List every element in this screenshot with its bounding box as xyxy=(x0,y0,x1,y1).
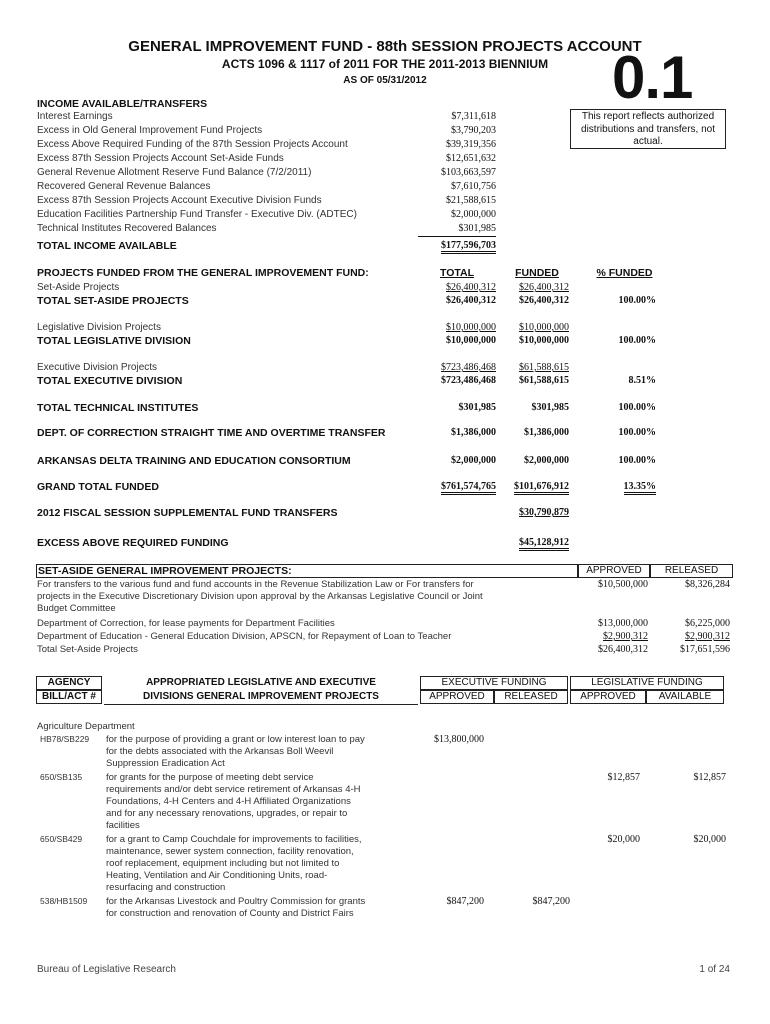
agri-description-line: requirements and/or debt service retirement of Arkansas 4-H xyxy=(106,784,361,795)
setaside-item-3-line1: Department of Education - General Education Division, APSCN, for Repayment of Loan to Teacher xyxy=(37,631,452,642)
setaside-funded: $26,400,312 xyxy=(519,282,569,293)
leg-projects-label: Legislative Division Projects xyxy=(37,322,161,333)
agri-leg-approved: $12,857 xyxy=(607,772,640,783)
total-exec-total: $723,486,468 xyxy=(441,375,496,386)
report-note: This report reflects authorized distributions and transfers, not actual. xyxy=(570,109,726,149)
agri-bill-number: HB78/SB229 xyxy=(40,734,90,744)
setaside-total: $26,400,312 xyxy=(446,282,496,293)
income-item-value: $12,651,632 xyxy=(446,153,496,164)
income-item-value: $39,319,356 xyxy=(446,139,496,150)
setaside-item-3-approved: $2,900,312 xyxy=(603,631,648,642)
exec-projects-label: Executive Division Projects xyxy=(37,362,158,373)
income-item-label: Excess 87th Session Projects Account Set-Aside Funds xyxy=(37,153,284,164)
leg-funded: $10,000,000 xyxy=(519,322,569,333)
total-leg-pct: 100.00% xyxy=(618,335,656,346)
setaside-item-1-approved: $10,500,000 xyxy=(598,579,648,590)
income-item-value: $3,790,203 xyxy=(451,125,496,136)
agri-description-line: maintenance, sewer system connection, facility renovation, xyxy=(106,846,354,857)
income-item-label: Interest Earnings xyxy=(37,111,113,122)
agri-description-line: Foundations, 4-H Centers and 4-H Affiliated Organizations xyxy=(106,796,351,807)
grand-funded: $101,676,912 xyxy=(505,481,569,492)
agri-exec-approved: $847,200 xyxy=(446,896,484,907)
delta-funded: $2,000,000 xyxy=(524,455,569,466)
excess-label: EXCESS ABOVE REQUIRED FUNDING xyxy=(37,537,229,549)
setaside-item-2-approved: $13,000,000 xyxy=(598,618,648,629)
agri-description-line: for the debts associated with the Arkansas Boll Weevil xyxy=(106,746,334,757)
leg-available-header: AVAILABLE xyxy=(658,691,712,702)
page-number: 1 of 24 xyxy=(699,964,730,975)
delta-label: ARKANSAS DELTA TRAINING AND EDUCATION CONSORTIUM xyxy=(37,455,351,467)
income-item-label: Excess in Old General Improvement Fund Projects xyxy=(37,125,263,136)
grand-total: $761,574,765 xyxy=(418,481,496,492)
total-exec-label: TOTAL EXECUTIVE DIVISION xyxy=(37,375,183,387)
income-item-label: Excess 87th Session Projects Account Executive Division Funds xyxy=(37,195,322,206)
approp-header-rule xyxy=(104,704,418,705)
report-subtitle: ACTS 1096 & 1117 of 2011 FOR THE 2011-2013 BIENNIUM xyxy=(221,57,549,71)
report-date: AS OF 05/31/2012 xyxy=(343,75,427,86)
setaside-heading: SET-ASIDE GENERAL IMPROVEMENT PROJECTS: xyxy=(38,565,292,577)
version-number: 0.1 xyxy=(612,44,693,111)
income-item-value: $301,985 xyxy=(458,223,496,234)
setaside-item-2-released: $6,225,000 xyxy=(685,618,730,629)
tech-label: TOTAL TECHNICAL INSTITUTES xyxy=(37,402,199,414)
agriculture-heading: Agriculture Department xyxy=(37,721,135,732)
agri-description-line: facilities xyxy=(106,820,140,831)
agri-description-line: roof replacement, equipment including but not limited to xyxy=(106,858,340,869)
agency-header: AGENCY xyxy=(47,677,91,688)
setaside-col-approved: APPROVED xyxy=(586,565,642,576)
income-item-value: $2,000,000 xyxy=(451,209,496,220)
exec-funded: $61,588,615 xyxy=(519,362,569,373)
agri-description-line: for the Arkansas Livestock and Poultry Commission for grants xyxy=(106,896,366,907)
agri-bill-number: 650/SB429 xyxy=(40,834,83,844)
leg-total: $10,000,000 xyxy=(446,322,496,333)
footer-org: Bureau of Legislative Research xyxy=(37,964,176,975)
col-pct-header: % FUNDED xyxy=(596,267,653,279)
setaside-item-1-released: $8,326,284 xyxy=(685,579,730,590)
agri-leg-approved: $20,000 xyxy=(607,834,640,845)
agri-bill-number: 538/HB1509 xyxy=(40,896,88,906)
agri-description-line: resurfacing and construction xyxy=(106,882,226,893)
agri-description-line: for construction and renovation of County and District Fairs xyxy=(106,908,354,919)
excess-value: $45,128,912 xyxy=(505,537,569,548)
corr-funded: $1,386,000 xyxy=(524,427,569,438)
agri-description-line: Suppression Eradication Act xyxy=(106,758,225,769)
supp-value: $30,790,879 xyxy=(519,507,569,518)
tech-funded: $301,985 xyxy=(531,402,569,413)
total-leg-label: TOTAL LEGISLATIVE DIVISION xyxy=(37,335,191,347)
agri-leg-available: $12,857 xyxy=(693,772,726,783)
corr-total: $1,386,000 xyxy=(451,427,496,438)
setaside-item-1-line1: For transfers to the various fund and fund accounts in the Revenue Stabilization Law or For transfers for xyxy=(37,579,474,590)
agri-exec-approved: $13,800,000 xyxy=(434,734,484,745)
total-setaside-label: TOTAL SET-ASIDE PROJECTS xyxy=(37,295,189,307)
agri-description-line: and for any necessary renovations, upgrades, or repair to xyxy=(106,808,348,819)
exec-total: $723,486,468 xyxy=(441,362,496,373)
income-item-label: Technical Institutes Recovered Balances xyxy=(37,223,217,234)
tech-pct: 100.00% xyxy=(618,402,656,413)
agri-description-line: for a grant to Camp Couchdale for improvements to facilities, xyxy=(106,834,362,845)
setaside-item-2-line1: Department of Correction, for lease payments for Department Facilities xyxy=(37,618,335,629)
setaside-item-1-line3: Budget Committee xyxy=(37,603,116,614)
approp-header-line1: APPROPRIATED LEGISLATIVE AND EXECUTIVE xyxy=(146,677,376,688)
income-item-label: Excess Above Required Funding of the 87th Session Projects Account xyxy=(37,139,348,150)
total-leg-funded: $10,000,000 xyxy=(519,335,569,346)
income-total-label: TOTAL INCOME AVAILABLE xyxy=(37,240,177,252)
corr-label: DEPT. OF CORRECTION STRAIGHT TIME AND OVERTIME TRANSFER xyxy=(37,427,386,439)
total-exec-pct: 8.51% xyxy=(628,375,656,386)
billact-header: BILL/ACT # xyxy=(42,691,96,702)
grand-pct: 13.35% xyxy=(593,481,656,492)
agri-description-line: for grants for the purpose of meeting debt service xyxy=(106,772,314,783)
income-total-value: $177,596,703 xyxy=(418,240,496,251)
corr-pct: 100.00% xyxy=(618,427,656,438)
income-item-label: General Revenue Allotment Reserve Fund Balance (7/2/2011) xyxy=(37,167,312,178)
total-setaside-funded: $26,400,312 xyxy=(519,295,569,306)
exec-approved-header: APPROVED xyxy=(429,691,485,702)
agri-bill-number: 650/SB135 xyxy=(40,772,83,782)
exec-released-header: RELEASED xyxy=(504,691,558,702)
approp-header-line2: DIVISIONS GENERAL IMPROVEMENT PROJECTS xyxy=(143,691,379,702)
setaside-total-approved: $26,400,312 xyxy=(598,644,648,655)
delta-total: $2,000,000 xyxy=(451,455,496,466)
total-exec-funded: $61,588,615 xyxy=(519,375,569,386)
total-setaside-total: $26,400,312 xyxy=(446,295,496,306)
agri-description-line: Heating, Ventilation and Air Conditioning Units, road- xyxy=(106,870,328,881)
agri-description-line: for the purpose of providing a grant or low interest loan to pay xyxy=(106,734,365,745)
setaside-total-label: Total Set-Aside Projects xyxy=(37,644,138,655)
setaside-total-released: $17,651,596 xyxy=(680,644,730,655)
delta-pct: 100.00% xyxy=(618,455,656,466)
income-item-value: $103,663,597 xyxy=(441,167,496,178)
col-total-header: TOTAL xyxy=(439,267,475,279)
income-item-label: Recovered General Revenue Balances xyxy=(37,181,211,192)
tech-total: $301,985 xyxy=(458,402,496,413)
agri-exec-released: $847,200 xyxy=(532,896,570,907)
income-total-rule xyxy=(418,236,496,237)
setaside-item-1-line2: projects in the Executive Discretionary Division upon approval by the Arkansas Legislative Council or Joint xyxy=(37,591,483,602)
income-item-value: $7,311,618 xyxy=(451,111,496,122)
income-item-value: $7,610,756 xyxy=(451,181,496,192)
income-item-value: $21,588,615 xyxy=(446,195,496,206)
leg-funding-header: LEGISLATIVE FUNDING xyxy=(591,677,703,688)
total-setaside-pct: 100.00% xyxy=(618,295,656,306)
total-leg-total: $10,000,000 xyxy=(446,335,496,346)
setaside-projects-label: Set-Aside Projects xyxy=(37,282,120,293)
grand-total-label: GRAND TOTAL FUNDED xyxy=(37,481,159,493)
projects-heading: PROJECTS FUNDED FROM THE GENERAL IMPROVEMENT FUND: xyxy=(37,267,369,279)
agri-leg-available: $20,000 xyxy=(693,834,726,845)
leg-approved-header: APPROVED xyxy=(580,691,636,702)
exec-funding-header: EXECUTIVE FUNDING xyxy=(441,677,547,688)
setaside-col-released: RELEASED xyxy=(664,565,719,576)
supp-label: 2012 FISCAL SESSION SUPPLEMENTAL FUND TRANSFERS xyxy=(37,507,338,519)
report-title: GENERAL IMPROVEMENT FUND - 88th SESSION PROJECTS ACCOUNT xyxy=(128,38,642,55)
income-item-label: Education Facilities Partnership Fund Transfer - Executive Div. (ADTEC) xyxy=(37,209,357,220)
income-heading: INCOME AVAILABLE/TRANSFERS xyxy=(37,98,208,110)
setaside-item-3-released: $2,900,312 xyxy=(685,631,730,642)
col-funded-header: FUNDED xyxy=(515,267,559,279)
